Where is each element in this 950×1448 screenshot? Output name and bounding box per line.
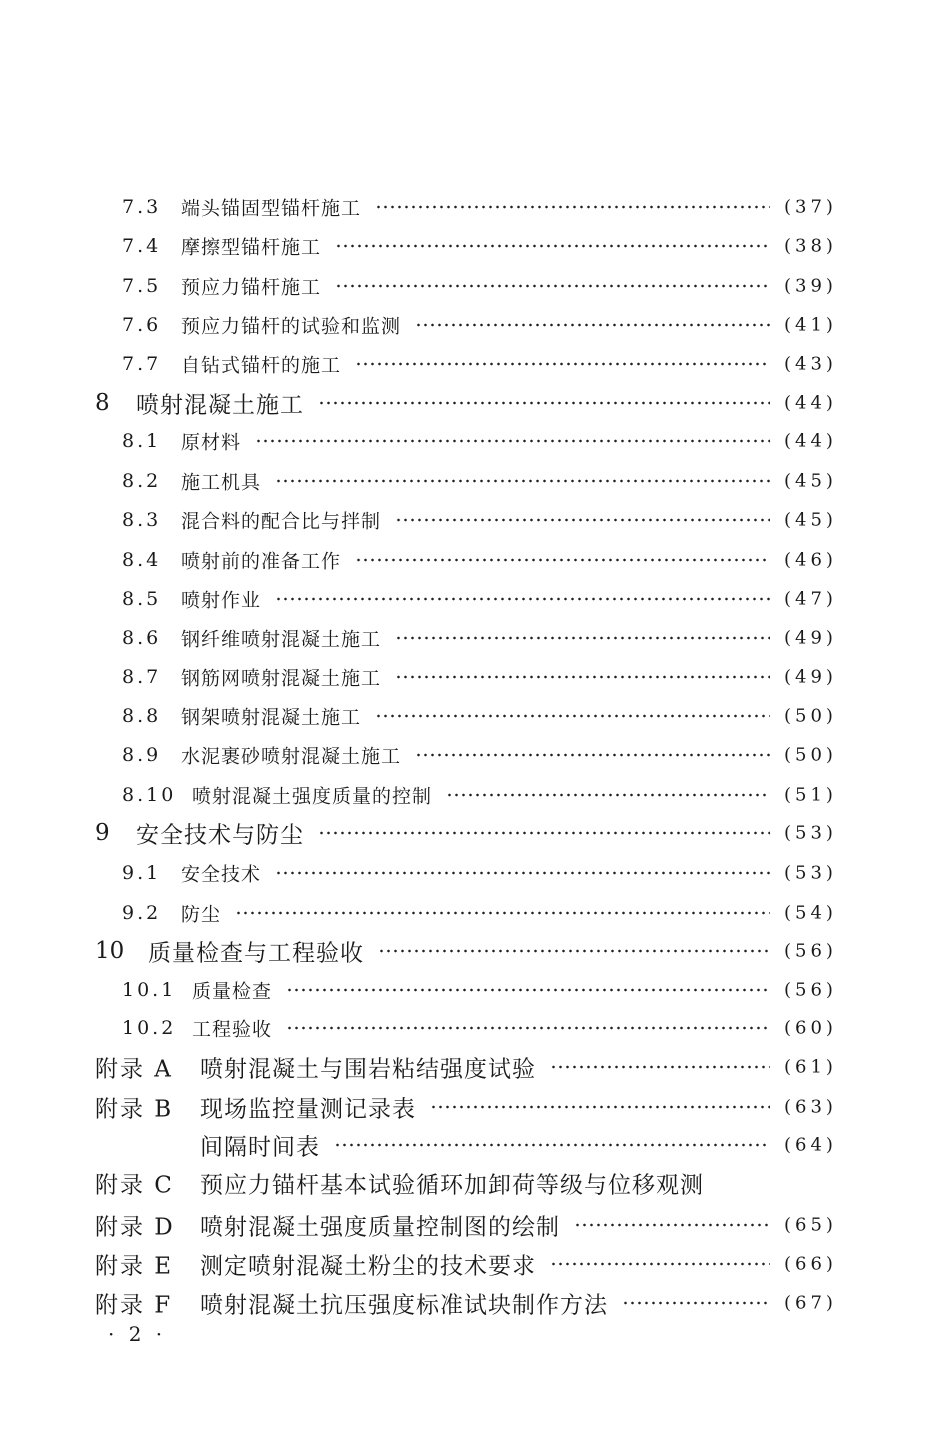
toc-entry-leader-dots (255, 439, 770, 443)
toc-entry-number: 7.7 (122, 353, 162, 375)
toc-entry-leader-dots (286, 988, 770, 992)
toc-entry-number: 附录 C (95, 1172, 174, 1199)
toc-entry (0, 311, 950, 339)
toc-entry-page: (66) (784, 1253, 837, 1275)
toc-entry-number: 附录 F (95, 1292, 173, 1319)
toc-entry (0, 546, 950, 574)
toc-entry-leader-dots (430, 1105, 770, 1109)
toc-entry-page: (50) (784, 705, 837, 727)
toc-entry-number: 附录 A (95, 1056, 173, 1083)
toc-entry-title: 喷射混凝土强度质量控制图的绘制 (200, 1214, 560, 1241)
toc-entry (0, 741, 950, 769)
toc-entry (0, 899, 950, 927)
toc-entry-number: 9 (95, 820, 110, 846)
toc-entry-number: 附录 E (95, 1253, 174, 1280)
toc-entry-leader-dots (446, 793, 770, 797)
toc-entry-leader-dots (235, 911, 770, 915)
toc-entry-page: (54) (784, 902, 837, 924)
toc-entry-title: 钢架喷射混凝土施工 (181, 706, 362, 729)
toc-entry (0, 389, 950, 417)
toc-entry (0, 624, 950, 652)
toc-entry-page: (38) (784, 235, 837, 257)
toc-entry-number: 8.1 (122, 430, 162, 452)
toc-entry (0, 585, 950, 613)
toc-entry-leader-dots (395, 675, 770, 679)
toc-entry-number: 8.6 (122, 627, 162, 649)
toc-entry (0, 232, 950, 260)
toc-entry (0, 1211, 950, 1239)
toc-entry-leader-dots (378, 949, 770, 953)
toc-entry-title: 原材料 (181, 431, 242, 454)
toc-entry-title: 混合料的配合比与拌制 (181, 510, 382, 533)
toc-entry-number: 8.3 (122, 509, 162, 531)
toc-entry-title-continuation: 间隔时间表 (200, 1134, 320, 1161)
toc-entry-page: (56) (784, 979, 837, 1001)
toc-entry-title: 自钻式锚杆的施工 (181, 354, 342, 377)
toc-entry-leader-dots (318, 831, 770, 835)
toc-entry (0, 506, 950, 534)
toc-entry-leader-dots (286, 1026, 770, 1030)
toc-entry-number: 8.7 (122, 666, 162, 688)
toc-entry-page: (43) (784, 353, 837, 375)
toc-entry (0, 467, 950, 495)
toc-entry-page: (49) (784, 666, 837, 688)
toc-entry-leader-dots (275, 597, 770, 601)
toc-entry-page: (44) (784, 430, 837, 452)
toc-entry-title: 预应力锚杆施工 (181, 276, 322, 299)
toc-entry-title: 质量检查与工程验收 (148, 940, 364, 967)
toc-entry (0, 193, 950, 221)
toc-entry (0, 1014, 950, 1042)
toc-entry-title: 质量检查 (192, 980, 273, 1003)
toc-entry-page: (60) (784, 1017, 837, 1039)
toc-entry (0, 702, 950, 730)
toc-entry-leader-dots (375, 205, 770, 209)
toc-entry-leader-dots (334, 1143, 770, 1147)
toc-entry-page: (53) (784, 862, 837, 884)
toc-entry-page: (63) (784, 1096, 837, 1118)
toc-entry (0, 272, 950, 300)
toc-entry-page: (51) (784, 784, 837, 806)
toc-entry-page: (41) (784, 314, 837, 336)
toc-entry-page: (49) (784, 627, 837, 649)
toc-entry-title: 水泥裹砂喷射混凝土施工 (181, 745, 402, 768)
toc-entry-page: (39) (784, 275, 837, 297)
toc-entry-title: 喷射混凝土强度质量的控制 (192, 785, 433, 808)
toc-entry-title: 预应力锚杆基本试验循环加卸荷等级与位移观测 (200, 1172, 704, 1199)
toc-entry-number: 7.3 (122, 196, 162, 218)
toc-entry-title: 施工机具 (181, 471, 262, 494)
toc-entry-leader-dots (335, 244, 770, 248)
toc-entry-number: 9.1 (122, 862, 162, 884)
toc-entry-number: 8 (95, 390, 110, 416)
toc-entry-number: 8.8 (122, 705, 162, 727)
toc-entry (0, 1250, 950, 1278)
toc-entry-title: 摩擦型锚杆施工 (181, 236, 322, 259)
toc-entry-title: 预应力锚杆的试验和监测 (181, 315, 402, 338)
toc-entry (0, 663, 950, 691)
page-number: · 2 · (108, 1322, 167, 1346)
toc-entry-title: 现场监控量测记录表 (200, 1096, 416, 1123)
toc-entry-page: (44) (784, 392, 837, 414)
toc-entry-number: 10.2 (122, 1017, 177, 1039)
toc-entry-number: 附录 D (95, 1214, 175, 1241)
toc-entry-number: 8.2 (122, 470, 162, 492)
toc-entry-leader-dots (335, 284, 770, 288)
toc-entry-number: 7.6 (122, 314, 162, 336)
toc-entry-leader-dots (275, 871, 770, 875)
toc-entry (0, 859, 950, 887)
toc-entry (0, 976, 950, 1004)
toc-entry (0, 781, 950, 809)
toc-entry-page: (64) (784, 1134, 837, 1156)
toc-entry-leader-dots (395, 518, 770, 522)
toc-entry-continuation (0, 1131, 950, 1159)
toc-entry (0, 427, 950, 455)
toc-entry (0, 1093, 950, 1121)
toc-entry-number: 10 (95, 938, 125, 964)
toc-entry (0, 1169, 950, 1197)
toc-entry-number: 7.5 (122, 275, 162, 297)
toc-entry-title: 安全技术与防尘 (136, 822, 304, 849)
toc-entry-leader-dots (550, 1262, 770, 1266)
toc-entry (0, 937, 950, 965)
toc-entry-page: (67) (784, 1292, 837, 1314)
toc-entry-page: (50) (784, 744, 837, 766)
toc-entry-page: (45) (784, 470, 837, 492)
toc-entry (0, 1053, 950, 1081)
toc-entry-title: 喷射前的准备工作 (181, 550, 342, 573)
toc-entry-number: 10.1 (122, 979, 177, 1001)
toc-entry-title: 喷射混凝土抗压强度标准试块制作方法 (200, 1292, 608, 1319)
toc-entry-title: 测定喷射混凝土粉尘的技术要求 (200, 1253, 536, 1280)
toc-entry-number: 附录 B (95, 1096, 174, 1123)
toc-entry-leader-dots (375, 714, 770, 718)
toc-entry-leader-dots (574, 1223, 770, 1227)
toc-entry-page: (65) (784, 1214, 837, 1236)
toc-entry-number: 8.9 (122, 744, 162, 766)
toc-entry-page: (53) (784, 822, 837, 844)
toc-entry-leader-dots (275, 479, 770, 483)
toc-entry-number: 8.5 (122, 588, 162, 610)
toc-entry-title: 工程验收 (192, 1018, 273, 1041)
toc-entry-page: (56) (784, 940, 837, 962)
toc-entry-leader-dots (550, 1065, 770, 1069)
toc-entry-number: 7.4 (122, 235, 162, 257)
toc-entry-page: (47) (784, 588, 837, 610)
toc-entry-number: 9.2 (122, 902, 162, 924)
toc-entry-leader-dots (415, 753, 770, 757)
toc-entry-leader-dots (318, 401, 770, 405)
toc-entry-title: 喷射混凝土与围岩粘结强度试验 (200, 1056, 536, 1083)
toc-entry-page: (37) (784, 196, 837, 218)
toc-entry-leader-dots (355, 362, 770, 366)
toc-entry-number: 8.4 (122, 549, 162, 571)
toc-entry-leader-dots (355, 558, 770, 562)
toc-entry-title: 喷射作业 (181, 589, 262, 612)
toc-entry-title: 钢纤维喷射混凝土施工 (181, 628, 382, 651)
toc-entry-page: (46) (784, 549, 837, 571)
toc-entry-title: 喷射混凝土施工 (136, 392, 304, 419)
toc-entry (0, 1289, 950, 1317)
toc-entry-leader-dots (622, 1301, 770, 1305)
toc-entry-leader-dots (415, 323, 770, 327)
toc-entry-title: 端头锚固型锚杆施工 (181, 197, 362, 220)
toc-entry (0, 350, 950, 378)
toc-entry-title: 安全技术 (181, 863, 262, 886)
toc-entry-number: 8.10 (122, 784, 177, 806)
toc-entry-page: (61) (784, 1056, 837, 1078)
toc-entry (0, 819, 950, 847)
toc-entry-title: 防尘 (181, 903, 222, 926)
toc-entry-title: 钢筋网喷射混凝土施工 (181, 667, 382, 690)
toc-entry-leader-dots (395, 636, 770, 640)
toc-entry-page: (45) (784, 509, 837, 531)
